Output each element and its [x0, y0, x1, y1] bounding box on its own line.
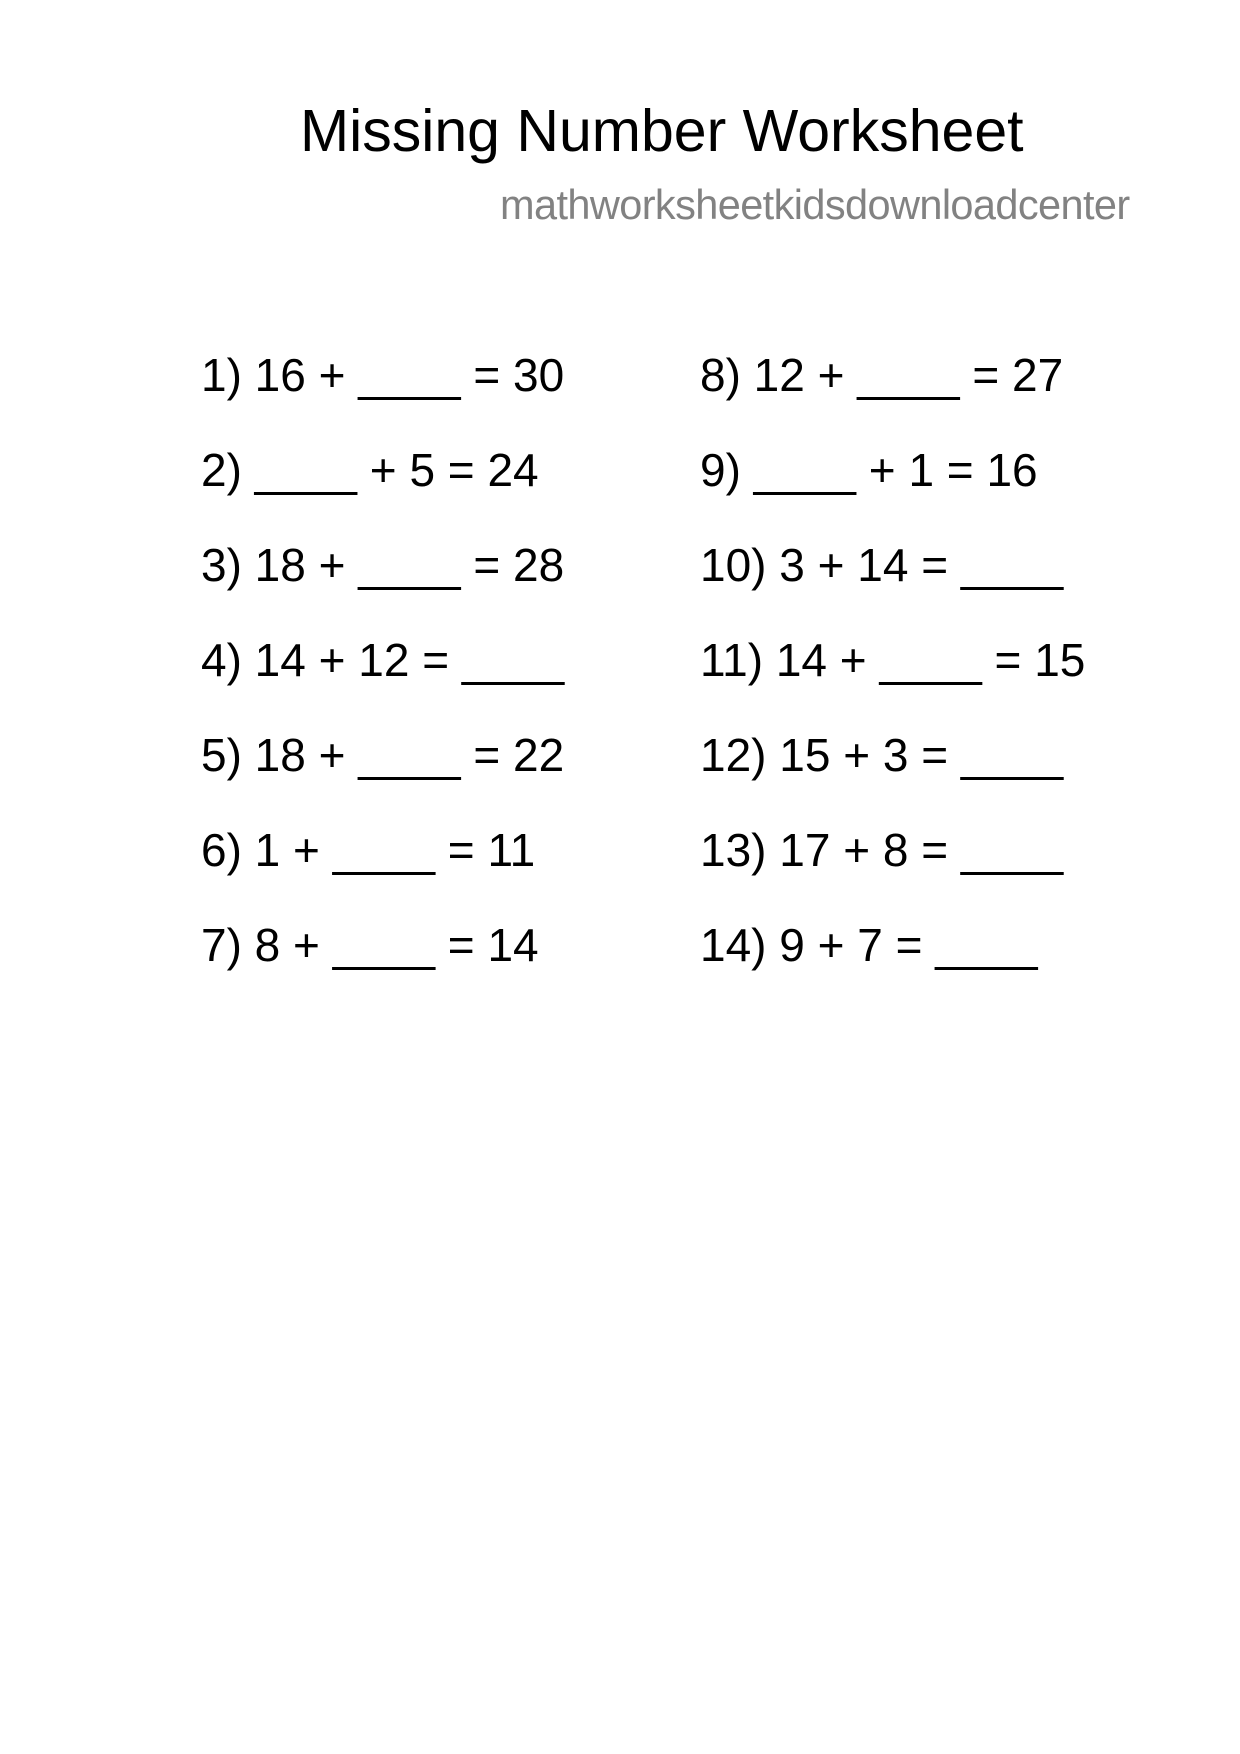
- problem-item: 8) 12 + ____ = 27: [700, 349, 1064, 401]
- problem-item: 1) 16 + ____ = 30: [201, 349, 565, 401]
- problem-item: 3) 18 + ____ = 28: [201, 539, 565, 591]
- problem-item: 13) 17 + 8 = ____: [700, 824, 1064, 876]
- problem-item: 6) 1 + ____ = 11: [201, 824, 536, 876]
- problem-item: 11) 14 + ____ = 15: [700, 634, 1086, 686]
- problem-item: 4) 14 + 12 = ____: [201, 634, 565, 686]
- problem-item: 12) 15 + 3 = ____: [700, 729, 1064, 781]
- problem-item: 10) 3 + 14 = ____: [700, 539, 1064, 591]
- page-subtitle: mathworksheetkidsdownloadcenter: [500, 181, 1130, 228]
- problems-column-right: [700, 345, 1085, 1010]
- problem-item: 9) ____ + 1 = 16: [700, 444, 1038, 496]
- problem-item: 2) ____ + 5 = 24: [201, 444, 539, 496]
- page-title: Missing Number Worksheet: [300, 98, 1024, 164]
- problem-item: 14) 9 + 7 = ____: [700, 919, 1038, 971]
- problems-column-left: [201, 345, 564, 1010]
- problem-item: 5) 18 + ____ = 22: [201, 729, 565, 781]
- problem-item: 7) 8 + ____ = 14: [201, 919, 539, 971]
